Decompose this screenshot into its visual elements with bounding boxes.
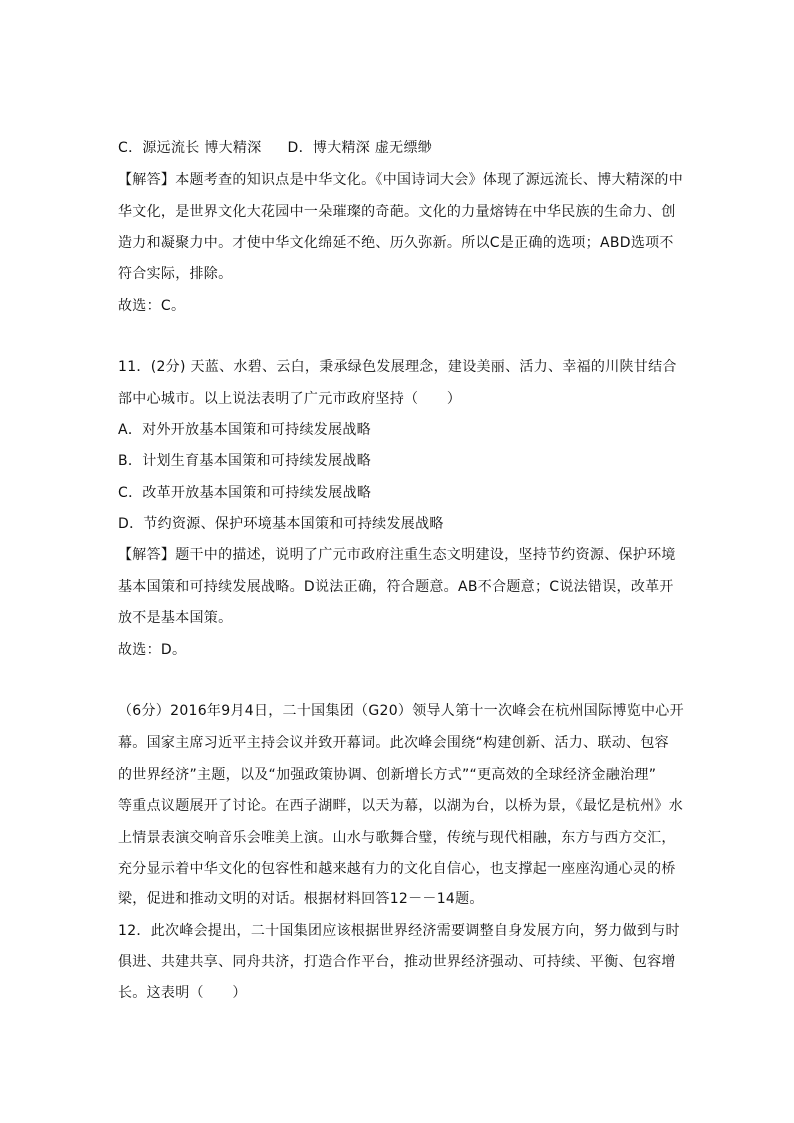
material-line-3: 的世界经济”主题，以及“加强政策协调、创新增长方式”“更高效的全球经济金融治理” <box>118 767 657 783</box>
q11-option-d: D．节约资源、保护环境基本国策和可持续发展战略 <box>118 516 444 532</box>
q10-answer-line-2: 华文化，是世界文化大花园中一朵璀璨的奇葩。文化的力量熔铸在中华民族的生命力、创 <box>118 204 676 220</box>
q10-options-row <box>118 138 432 158</box>
q10-answer-line-3: 造力和凝聚力中。才使中华文化绵延不绝、历久弥新。所以C是正确的选项；ABD选项不 <box>118 235 674 251</box>
q11-choice: 故选：D。 <box>118 642 187 658</box>
q11-option-b: B．计划生育基本国策和可持续发展战略 <box>118 453 372 469</box>
q10-answer-line-4: 符合实际，排除。 <box>118 266 233 282</box>
material-line-6: 充分显示着中华文化的包容性和越来越有力的文化自信心，也支撑起一座座沟通心灵的桥 <box>118 861 676 877</box>
q12-stem-line-2: 俱进、共建共享、同舟共济，打造合作平台，推动世界经济强动、可持续、平衡、包容增 <box>118 954 676 970</box>
q11-answer-line-3: 放不是基本国策。 <box>118 610 233 626</box>
q10-choice: 故选：C。 <box>118 298 186 314</box>
q12-stem-line-1: 12．此次峰会提出，二十国集团应该根据世界经济需要调整自身发展方向，努力做到与时 <box>118 923 680 939</box>
material-line-2: 幕。国家主席习近平主持会议并致开幕词。此次峰会围绕“构建创新、活力、联动、包容 <box>118 735 669 751</box>
material-line-4: 等重点议题展开了讨论。在西子湖畔，以天为幕，以湖为台，以桥为景，《最忆是杭州》水 <box>118 798 683 814</box>
q11-stem-line-1: 11．(2分) 天蓝、水碧、云白，秉承绿色发展理念，建设美丽、活力、幸福的川陕甘结合 <box>118 359 677 375</box>
q11-answer-line-2: 基本国策和可持续发展战略。D说法正确，符合题意。AB不合题意；C说法错误，改革开 <box>118 579 674 595</box>
q12-stem-line-3: 长。这表明（ ） <box>118 985 247 1001</box>
q10-option-d: D．博大精深 虚无缥缈 <box>287 140 433 156</box>
q11-stem-line-2: 部中心城市。以上说法表明了广元市政府坚持（ ） <box>118 391 462 407</box>
material-line-5: 上情景表演交响音乐会唯美上演。山水与歌舞合璧，传统与现代相融，东方与西方交汇， <box>118 830 676 846</box>
q10-answer-line-1: 【解答】本题考查的知识点是中华文化。《中国诗词大会》体现了源远流长、博大精深的中 <box>118 172 683 188</box>
q10-option-c: C．源远流长 博大精深 <box>118 140 262 156</box>
material-line-1: （6分）2016年9月4日，二十国集团（G20）领导人第十一次峰会在杭州国际博览中心开 <box>118 703 684 719</box>
q11-option-a: A．对外开放基本国策和可持续发展战略 <box>118 422 371 438</box>
q11-answer-line-1: 【解答】题干中的描述，说明了广元市政府注重生态文明建设，坚持节约资源、保护环境 <box>118 547 676 563</box>
q11-option-c: C．改革开放基本国策和可持续发展战略 <box>118 485 372 501</box>
material-line-7: 梁，促进和推动文明的对话。根据材料回答12－－14题。 <box>118 891 484 907</box>
